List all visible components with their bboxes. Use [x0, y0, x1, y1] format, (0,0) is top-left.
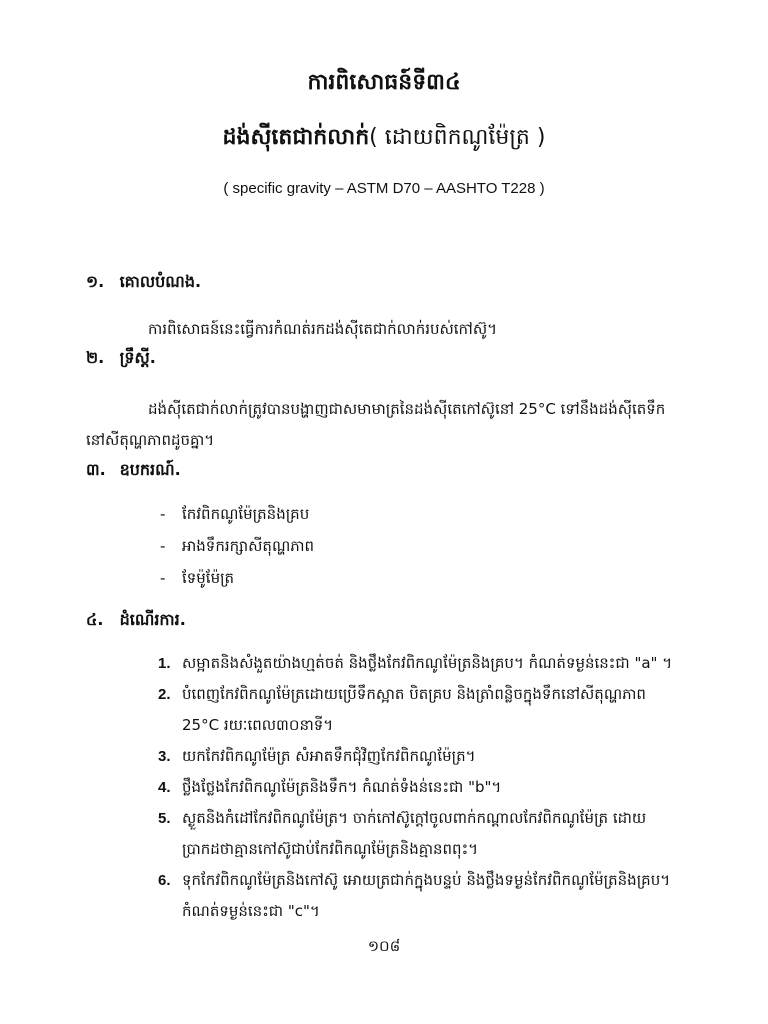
step-number: 6.: [158, 872, 171, 889]
step-text: ថ្លឹងថ្លែងកែវពិកណូម៉ែត្រនិងទឹក។ កំណត់ទំងន់នេះជា "b"។: [182, 778, 502, 796]
list-item: [158, 679, 678, 741]
objective-text: ការពិសោធន៍នេះធ្វើការកំណត់រកដង់ស៊ីតេជាក់លាក់របស់កៅស៊ូ។: [148, 320, 497, 338]
list-item: - អាងទឹករក្សាសីតុណ្ហភាព: [160, 537, 315, 555]
equipment-item: អាងទឹករក្សាសីតុណ្ហភាព: [182, 537, 315, 555]
subtitle-text: ដង់ស៊ីតេជាក់លាក់: [222, 125, 370, 150]
step-number: 5.: [158, 810, 171, 827]
theory-text: ដង់ស៊ីតេជាក់លាក់ត្រូវបានបង្ហាញជាសមាមាត្រនៃដង់ស៊ីតេកៅស៊ូនៅ 25°C ទៅនឹងដង់ស៊ីតេទឹកនៅសីតុណ្ហភាពដូចគ្នា។: [86, 400, 666, 449]
section-heading-procedure: [86, 606, 186, 634]
section-label: ដំណើរការ.: [119, 610, 186, 629]
equipment-item: កែវពិកណូម៉ែត្រនិងគ្រប: [182, 505, 310, 523]
document-subtitle: [0, 121, 768, 155]
step-text: ស្ងួតនិងកំដៅកែវពិកណូម៉ែត្រ។ ចាក់កៅស៊ូក្តៅចូលពាក់កណ្តាលកែវពិកណូម៉ែត្រ ដោយប្រាកដថាគ្មានកៅស៊ូជាប់កែវពិកណូម៉ែត្រនិងគ្មានពពុះ។: [182, 809, 647, 858]
list-item: [158, 741, 678, 772]
section-number: ២.: [86, 348, 105, 367]
step-text: យកកែវពិកណូម៉ែត្រ សំអាតទឹកជុំវិញកែវពិកណូម៉ែត្រ។: [182, 747, 476, 765]
step-text: ទុកកែវពិកណូម៉ែត្រនិងកៅស៊ូ អោយត្រជាក់ក្នុងបន្ទប់ និងថ្លឹងទម្ងន់កែវពិកណូម៉ែត្រនិងគ្រប។ កំណត់ទម្ងន់នេះជា "c"។: [182, 871, 671, 920]
section-heading-theory: [86, 344, 156, 372]
section-heading-equipment: [86, 456, 181, 484]
section-number: ៤.: [86, 610, 104, 629]
english-subtitle: ( specific gravity – ASTM D70 – AASHTO T228 ): [223, 180, 545, 197]
section-number: ១.: [86, 272, 105, 291]
step-text: សម្អាតនិងសំងួតយ៉ាងហ្មត់ចត់ និងថ្លឹងកែវពិកណូម៉ែត្រនិងគ្រប។ កំណត់ទម្ងន់នេះជា "a" ។: [182, 654, 673, 672]
section-number: ៣.: [86, 460, 106, 479]
subtitle-paren: ( ដោយពិកណូម៉ែត្រ ): [369, 125, 546, 150]
list-item: [158, 803, 678, 865]
list-item: [158, 648, 678, 679]
step-number: 1.: [158, 655, 171, 672]
step-number: 3.: [158, 748, 171, 765]
step-number: 4.: [158, 779, 171, 796]
procedure-steps: [158, 648, 678, 927]
objective-paragraph: [86, 314, 682, 345]
page-number: ១០៨: [367, 937, 401, 955]
list-item: - កែវពិកណូម៉ែត្រនិងគ្រប: [160, 505, 310, 523]
list-item: [158, 865, 678, 927]
section-label: គោលបំណង.: [119, 272, 202, 291]
list-item: - ទែម៉ូម៉ែត្រ: [160, 569, 235, 587]
step-number: 2.: [158, 686, 171, 703]
theory-paragraph: [86, 394, 682, 456]
section-heading-objective: [86, 268, 201, 296]
document-title: ការពិសោធន៍ទី៣៤: [307, 70, 461, 95]
equipment-item: ទែម៉ូម៉ែត្រ: [182, 569, 235, 587]
section-label: ឧបករណ៍.: [119, 460, 181, 479]
equipment-list: [160, 498, 314, 594]
section-label: ទ្រឹស្តី.: [119, 348, 156, 367]
list-item: [158, 772, 678, 803]
step-text: បំពេញកែវពិកណូម៉ែត្រដោយប្រើទឹកស្អាត បិតគ្រប និងត្រាំពន្លិចក្នុងទឹកនៅសីតុណ្ហភាព 25°C រយៈពេល៣០នាទី។: [182, 685, 646, 734]
